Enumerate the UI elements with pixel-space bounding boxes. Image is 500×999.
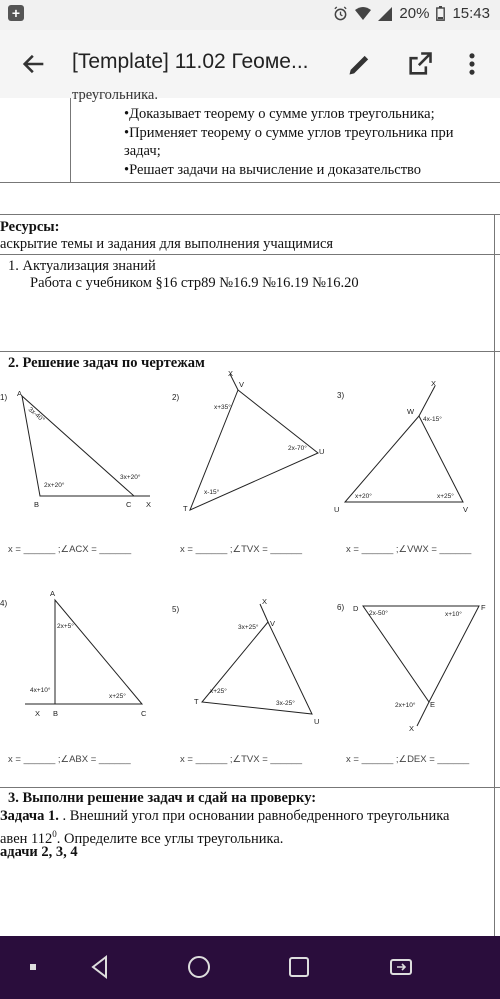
task1-text: . Внешний угол при основании равнобедренного треугольника bbox=[62, 808, 450, 824]
svg-text:V: V bbox=[463, 505, 469, 514]
open-external-icon[interactable] bbox=[406, 50, 434, 78]
answer-line-2[interactable]: x = ______ ;∠TVX = ______ bbox=[180, 544, 303, 555]
svg-text:1): 1) bbox=[0, 393, 8, 402]
task1-line2: авен $112^0$. Определите все углы треугольника. bbox=[0, 829, 284, 847]
svg-text:2x+10°: 2x+10° bbox=[395, 702, 416, 709]
svg-text:x+25°: x+25° bbox=[109, 693, 126, 700]
figure-4 bbox=[0, 590, 165, 735]
nav-home-icon[interactable] bbox=[186, 954, 212, 980]
svg-text:2x+20°: 2x+20° bbox=[44, 482, 65, 489]
nav-back-icon[interactable] bbox=[88, 954, 114, 980]
svg-text:x+25°: x+25° bbox=[437, 493, 454, 500]
figure-6 bbox=[333, 594, 498, 744]
task1-label: Задача 1. bbox=[0, 808, 59, 824]
battery-icon bbox=[436, 6, 445, 21]
svg-text:3x+25°: 3x+25° bbox=[238, 624, 259, 631]
svg-text:U: U bbox=[314, 717, 320, 726]
answer-line-3[interactable]: x = ______ ;∠VWX = ______ bbox=[346, 544, 472, 555]
svg-text:X: X bbox=[228, 369, 234, 378]
document-content bbox=[0, 87, 500, 936]
svg-text:B: B bbox=[53, 709, 59, 718]
svg-text:A: A bbox=[50, 589, 56, 598]
svg-text:4): 4) bbox=[0, 599, 8, 608]
table-border bbox=[0, 182, 500, 183]
svg-text:E: E bbox=[430, 700, 436, 709]
svg-text:3): 3) bbox=[337, 391, 345, 400]
svg-text:A: A bbox=[17, 389, 23, 398]
resources-title: Ресурсы: bbox=[0, 219, 60, 235]
screen-rotate-icon[interactable] bbox=[388, 954, 414, 980]
svg-text:X: X bbox=[409, 724, 415, 733]
svg-text:D: D bbox=[353, 604, 359, 613]
status-bar bbox=[0, 0, 500, 30]
svg-text:3x-25°: 3x-25° bbox=[276, 700, 295, 707]
notification-icon: + bbox=[8, 5, 24, 21]
svg-text:C: C bbox=[126, 500, 132, 509]
objective-3: •Решает задачи на вычисление и доказательство bbox=[124, 162, 422, 178]
cut-off-text: треугольника. bbox=[72, 87, 158, 103]
answer-line-6[interactable]: x = ______ ;∠DEX = ______ bbox=[346, 754, 470, 765]
back-arrow-icon[interactable] bbox=[20, 50, 48, 78]
wifi-icon bbox=[355, 7, 371, 21]
tasks-more: адачи 2, 3, 4 bbox=[0, 844, 78, 860]
alarm-icon bbox=[333, 6, 348, 21]
svg-text:W: W bbox=[407, 407, 415, 416]
svg-text:2): 2) bbox=[172, 393, 180, 402]
more-options-icon[interactable] bbox=[458, 50, 486, 78]
svg-text:3x+20°: 3x+20° bbox=[120, 474, 141, 481]
answer-line-5[interactable]: x = ______ ;∠TVX = ______ bbox=[180, 754, 303, 765]
svg-text:X: X bbox=[35, 709, 41, 718]
nav-recents-icon[interactable] bbox=[286, 954, 312, 980]
signal-icon bbox=[378, 7, 392, 21]
svg-text:x+35°: x+35° bbox=[214, 404, 231, 411]
document-title: [Template] 11.02 Геоме... bbox=[72, 50, 309, 73]
resources-text: аскрытие темы и задания для выполнения учащимися bbox=[0, 236, 334, 252]
svg-text:V: V bbox=[270, 619, 276, 628]
item2-title: 2. Решение задач по чертежам bbox=[8, 355, 205, 371]
svg-text:F: F bbox=[481, 603, 486, 612]
dot-icon[interactable] bbox=[20, 954, 46, 980]
objective-1: •Доказывает теорему о сумме углов треугольника; bbox=[124, 106, 435, 122]
svg-text:x+25°: x+25° bbox=[210, 688, 227, 695]
objective-2: •Применяет теорему о сумме углов треугольника при bbox=[124, 125, 454, 141]
item1-text: Работа с учебником §16 стр89 №16.9 №16.19 №16.20 bbox=[30, 275, 359, 291]
svg-text:x+10°: x+10° bbox=[445, 611, 462, 618]
task1-line1 bbox=[0, 808, 450, 825]
figure-1 bbox=[0, 386, 165, 531]
svg-text:X: X bbox=[431, 379, 437, 388]
figure-5 bbox=[168, 594, 333, 739]
table-border bbox=[0, 214, 500, 215]
item1-title: 1. Актуализация знаний bbox=[8, 258, 156, 274]
svg-text:U: U bbox=[334, 505, 340, 514]
navigation-bar bbox=[0, 936, 500, 999]
svg-text:4x+10°: 4x+10° bbox=[30, 687, 51, 694]
table-border bbox=[494, 214, 495, 936]
table-border bbox=[0, 351, 500, 352]
table-border bbox=[70, 98, 71, 182]
svg-text:4x-15°: 4x-15° bbox=[423, 416, 442, 423]
svg-text:3x-40°: 3x-40° bbox=[26, 406, 46, 424]
objective-2-cont: задач; bbox=[124, 143, 161, 159]
item3-title: 3. Выполни решение задач и сдай на проверку: bbox=[8, 790, 317, 806]
clock: 15:43 bbox=[452, 5, 490, 22]
table-border bbox=[0, 254, 500, 255]
svg-text:V: V bbox=[239, 380, 245, 389]
edit-pencil-icon[interactable] bbox=[346, 50, 374, 78]
svg-text:U: U bbox=[319, 447, 325, 456]
svg-text:X: X bbox=[262, 597, 268, 606]
svg-text:2x-50°: 2x-50° bbox=[369, 610, 388, 617]
figure-3 bbox=[333, 374, 498, 529]
svg-text:2x+5°: 2x+5° bbox=[57, 623, 74, 630]
svg-text:T: T bbox=[194, 697, 199, 706]
answer-line-4[interactable]: x = ______ ;∠ABX = ______ bbox=[8, 754, 131, 765]
battery-percent: 20% bbox=[399, 5, 430, 22]
svg-text:2x-70°: 2x-70° bbox=[288, 445, 307, 452]
svg-text:x+20°: x+20° bbox=[355, 493, 372, 500]
figure-2 bbox=[168, 368, 333, 533]
svg-text:5): 5) bbox=[172, 605, 180, 614]
table-border bbox=[0, 787, 500, 788]
svg-text:X: X bbox=[146, 500, 152, 509]
answer-line-1[interactable]: x = ______ ;∠ACX = ______ bbox=[8, 544, 132, 555]
svg-text:C: C bbox=[141, 709, 147, 718]
svg-text:T: T bbox=[183, 504, 188, 513]
svg-text:6): 6) bbox=[337, 603, 345, 612]
svg-text:B: B bbox=[34, 500, 40, 509]
svg-text:x-15°: x-15° bbox=[204, 489, 220, 496]
